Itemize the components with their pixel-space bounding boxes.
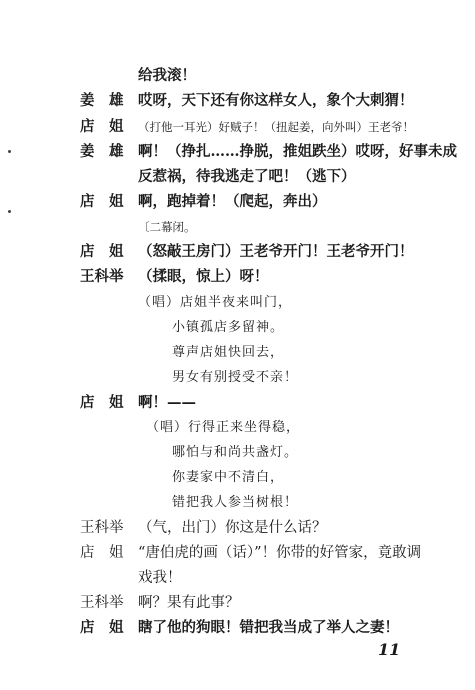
speaker-name: 店 姐: [80, 394, 124, 411]
line-text: 错把我人参当树根！: [172, 495, 299, 510]
speaker-name: 姜 雄: [80, 143, 124, 160]
line-text: “唐伯虎的画（话）”！你带的好管家，竟敢调: [138, 545, 422, 561]
line-text: （气，出门）你这是什么话？: [138, 520, 327, 536]
line-text: （怒敲王房门）王老爷开门！王老爷开门！: [138, 243, 414, 260]
speaker-name: 王科举: [80, 268, 124, 285]
line-text: 啊，跑掉着！（爬起，奔出）: [138, 193, 327, 210]
speaker-name: 王科举: [80, 595, 124, 611]
line-text: 哪怕与和尚共盏灯。: [172, 445, 299, 460]
speaker-name: 店 姐: [80, 619, 124, 636]
line-text: （唱）店姐半夜来叫门，: [138, 295, 293, 310]
line-text: 哎呀，天下还有你这样女人，象个大刺猬！: [138, 92, 414, 109]
speaker-name: 店 姐: [80, 193, 124, 210]
line-text: 啊！——: [138, 394, 196, 411]
line-text: （打他一耳光）好贼子！（扭起姜，向外叫）王老爷！: [138, 120, 414, 134]
speaker-name: 店 姐: [80, 545, 124, 561]
speaker-name: 店 姐: [80, 118, 124, 135]
line-text: 反惹祸，待我逃走了吧！（逃下）: [138, 168, 356, 185]
line-text: 小镇孤店多留神。: [172, 320, 285, 335]
speaker-name: 姜 雄: [80, 92, 124, 109]
line-text: 瞎了他的狗眼！错把我当成了举人之妻！: [138, 619, 399, 636]
line-text: 啊？果有此事？: [138, 595, 240, 611]
speaker-name: 店 姐: [80, 243, 124, 260]
line-text: 啊！（挣扎……挣脱，推姐跌坐）哎呀，好事未成: [138, 143, 457, 160]
line-text: 你妻家中不清白，: [172, 470, 285, 485]
speaker-name: 王科举: [80, 520, 124, 536]
line-text: （唱）行得正来坐得稳，: [146, 420, 301, 435]
line-text: 戏我！: [138, 570, 182, 586]
line-text: 尊声店姐快回去，: [172, 345, 285, 360]
margin-mark: [8, 150, 11, 153]
line-text: 给我滚！: [138, 67, 196, 84]
line-text: 男女有别授受不亲！: [172, 370, 299, 385]
margin-mark: [8, 210, 11, 213]
line-text: 〔二幕闭。: [138, 220, 196, 234]
page-number: 11: [378, 640, 401, 659]
line-text: （揉眼，惊上）呀！: [138, 268, 269, 285]
